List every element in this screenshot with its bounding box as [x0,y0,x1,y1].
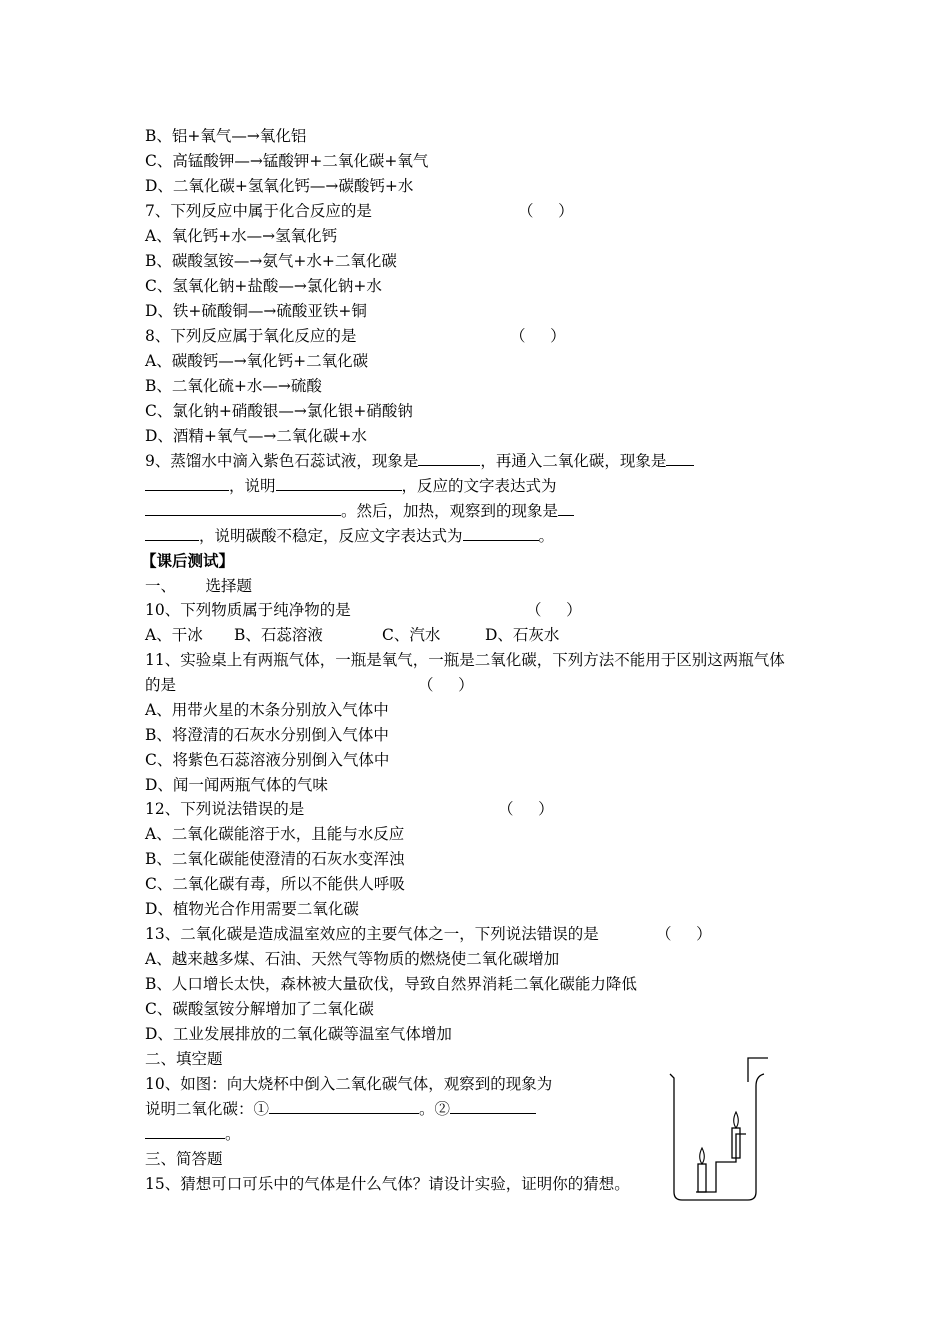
q9-line2: ，说明 ，反应的文字表达式为 [145,476,557,496]
q7-option-d: D、铁+硫酸铜—→硫酸亚铁+铜 [145,302,367,320]
lower-candle [698,1164,706,1192]
q10b-blank-2-cont[interactable] [145,1124,225,1139]
q7-answer-paren: （ ） [518,202,574,220]
q8-option-b: B、二氧化硫+水—→硫酸 [145,377,322,395]
q13-stem: 13、二氧化碳是造成温室效应的主要气体之一，下列说法错误的是 [145,925,599,943]
q9-blank-2[interactable] [666,451,694,466]
q10b-blank-2[interactable] [450,1099,536,1114]
q9-line4: ，说明碳酸不稳定，反应文字表达式为 。 [145,526,554,546]
q8-option-d: D、酒精+氧气—→二氧化碳+水 [145,427,367,445]
q9-blank-6[interactable] [463,526,539,541]
part1-heading: 一、 选择题 [145,577,253,595]
q8-answer-paren: （ ） [510,327,566,345]
q12-option-a: A、二氧化碳能溶于水，且能与水反应 [145,825,405,843]
q11-option-b: B、将澄清的石灰水分别倒入气体中 [145,726,389,744]
q10-option-b: B、石蕊溶液 [234,626,323,644]
q13-option-d: D、工业发展排放的二氧化碳等温室气体增加 [145,1025,452,1043]
q10b-line3: 。 [145,1124,241,1144]
q9-line3: 。然后，加热，观察到的现象是 [145,501,574,521]
q13-answer-paren: （ ） [656,925,712,943]
q6-option-b: B、铝+氧气—→氧化铝 [145,127,307,145]
q7-option-c: C、氢氧化钠+盐酸—→氯化钠+水 [145,277,382,295]
beaker-outline [670,1074,764,1200]
q11-option-c: C、将紫色石蕊溶液分别倒入气体中 [145,751,390,769]
q8-stem: 8、下列反应属于氧化反应的是 [145,327,357,345]
q13-option-a: A、越来越多煤、石油、天然气等物质的燃烧使二氧化碳增加 [145,950,560,968]
q10-stem: 10、下列物质属于纯净物的是 [145,601,351,619]
part3-heading: 三、简答题 [145,1150,223,1168]
q8-option-c: C、氯化钠+硝酸银—→氯化银+硝酸钠 [145,402,413,420]
q10b-stem: 10、如图：向大烧杯中倒入二氧化碳气体，观察到的现象为 [145,1075,553,1093]
q15-stem: 15、猜想可口可乐中的气体是什么气体？请设计实验，证明你的猜想。 [145,1175,630,1193]
q11-stem-line1: 11、实验桌上有两瓶气体，一瓶是氧气，一瓶是二氧化碳，下列方法不能用于区别这两瓶气体 [145,651,785,669]
q11-stem-line2: 的是 [145,676,177,694]
q11-answer-paren: （ ） [418,676,474,694]
q6-option-d: D、二氧化碳+氢氧化钙—→碳酸钙+水 [145,177,414,195]
part2-heading: 二、填空题 [145,1050,223,1068]
q10-option-a: A、干冰 [145,626,203,644]
q9-blank-4[interactable] [145,501,341,516]
q10b-line2: 说明二氧化碳：① 。② [145,1099,536,1119]
q12-answer-paren: （ ） [498,800,554,818]
q9-blank-3[interactable] [276,476,402,491]
q12-option-d: D、植物光合作用需要二氧化碳 [145,900,359,918]
q6-option-c: C、高锰酸钾—→锰酸钾+二氧化碳+氧气 [145,152,429,170]
q12-option-c: C、二氧化碳有毒，所以不能供人呼吸 [145,875,405,893]
q10-option-d: D、石灰水 [485,626,560,644]
q13-option-b: B、人口增长太快，森林被大量砍伐，导致自然界消耗二氧化碳能力降低 [145,975,637,993]
q9-blank-1[interactable] [418,451,480,466]
beaker-candles-diagram [660,1052,780,1208]
q12-option-b: B、二氧化碳能使澄清的石灰水变浑浊 [145,850,405,868]
q9-blank-5[interactable] [558,501,574,516]
q13-option-c: C、碳酸氢铵分解增加了二氧化碳 [145,1000,374,1018]
lower-flame-icon [700,1148,705,1164]
q7-option-b: B、碳酸氢铵—→氨气+水+二氧化碳 [145,252,397,270]
q10b-blank-1[interactable] [269,1099,419,1114]
q10-option-c: C、汽水 [382,626,441,644]
q9-line1: 9、蒸馏水中滴入紫色石蕊试液，现象是 ，再通入二氧化碳，现象是 [145,451,694,471]
q11-option-d: D、闻一闻两瓶气体的气味 [145,776,328,794]
q10-answer-paren: （ ） [526,601,582,619]
q7-option-a: A、氧化钙+水—→氢氧化钙 [145,227,338,245]
q9-blank-2-cont[interactable] [145,476,229,491]
q7-stem: 7、下列反应中属于化合反应的是 [145,202,372,220]
section-heading-after-class-test: 【课后测试】 [141,551,235,570]
q12-stem: 12、下列说法错误的是 [145,800,305,818]
step-stand [696,1134,746,1192]
q9-blank-5-cont[interactable] [145,526,199,541]
q11-option-a: A、用带火星的木条分别放入气体中 [145,701,389,719]
upper-flame-icon [734,1112,739,1128]
q8-option-a: A、碳酸钙—→氧化钙+二氧化碳 [145,352,369,370]
